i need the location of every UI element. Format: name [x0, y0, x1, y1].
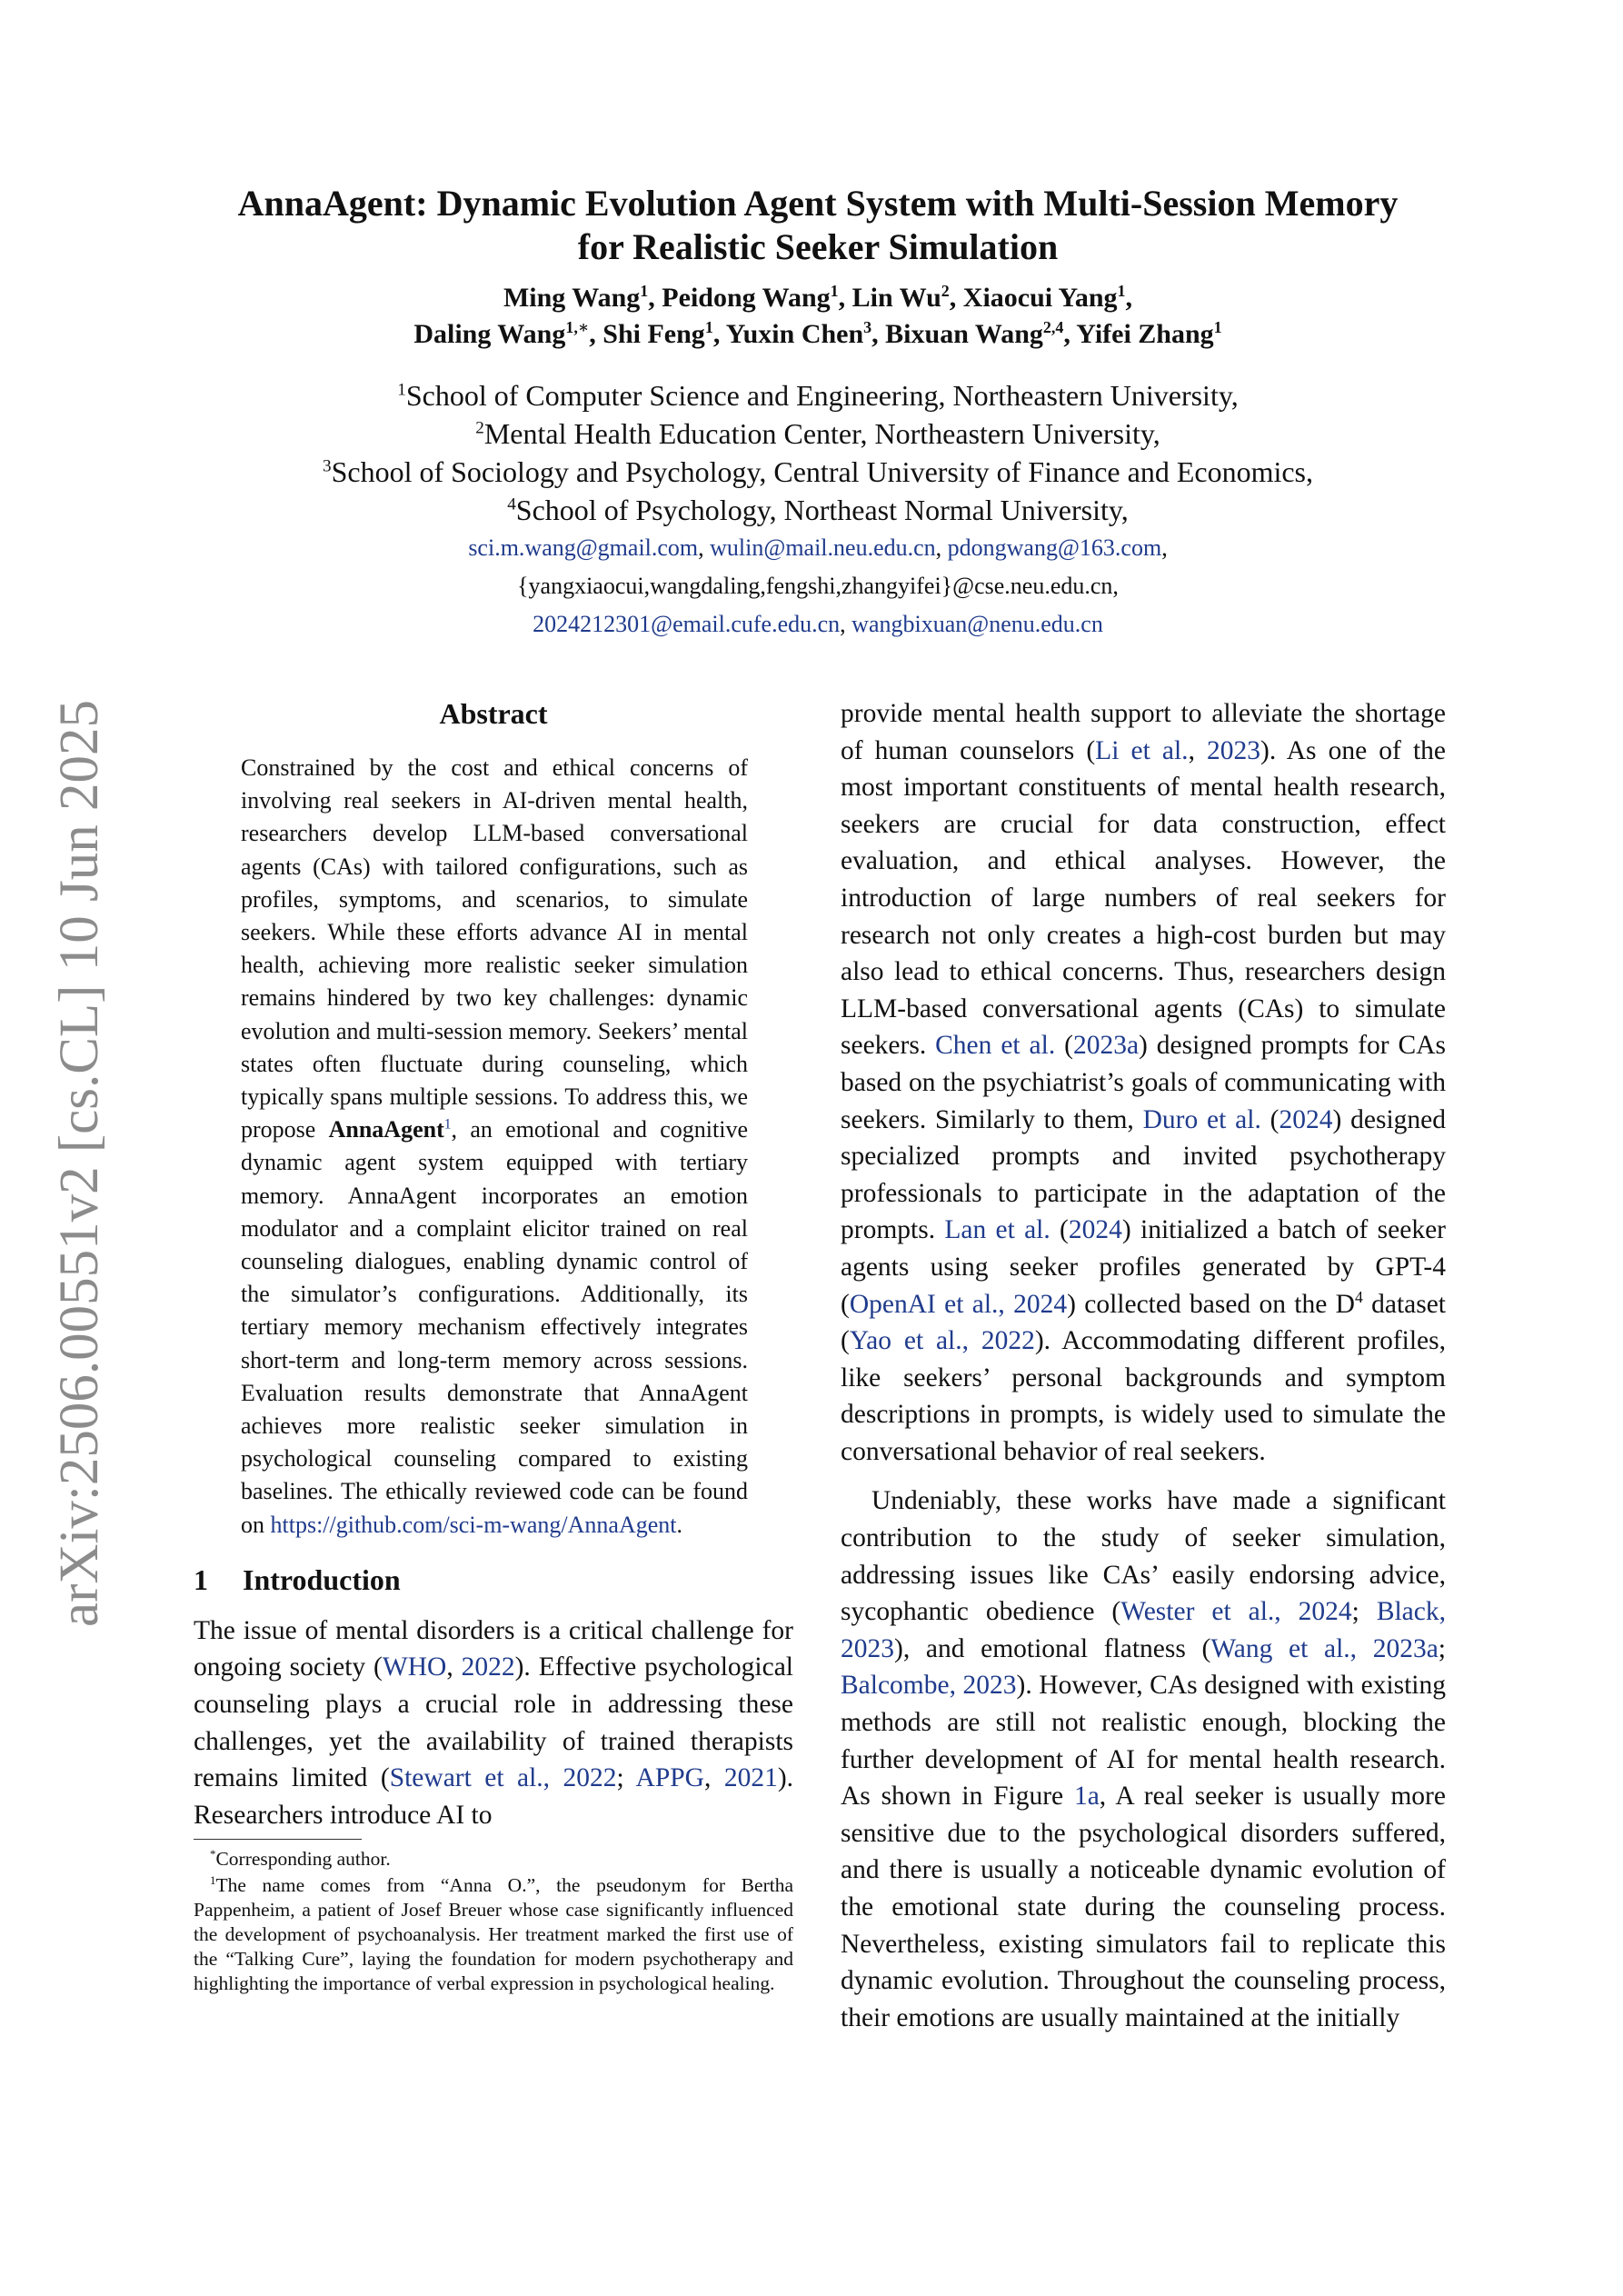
- arxiv-identifier: arXiv:2506.00551v2 [cs.CL] 10 Jun 2025: [49, 700, 110, 1627]
- intro-paragraph: provide mental health support to alleviate the shortage of human counselors (Li et al., 2023). As one of the most important constituents of mental health research, seekers are crucial for data construction, effect evaluation, and ethical analyses. However, the introduction of large numbers of real seekers for research not only creates a high-cost burden but may also lead to ethical concerns. Thus, researchers design LLM-based conversational agents (CAs) to simulate seekers. Chen et al. (2023a) designed prompts for CAs based on the psychiatrist’s goals of communicating with seekers. Similarly to them, Duro et al. (2024) designed specialized prompts and invited psychotherapy professionals to participate in the adaptation of the prompts. Lan et al. (2024) initialized a batch of seeker agents using seeker profiles generated by GPT-4 (OpenAI et al., 2024) collected based on the $D^4$ dataset (Yao et al., 2022). Accommodating different profiles, like seekers’ personal backgrounds and symptom descriptions in prompts, is widely used to simulate the conversational behavior of real seekers.: [841, 699, 1447, 1466]
- author: Shi Feng$^1$: [602, 318, 713, 349]
- intro-paragraph: Undeniably, these works have made a significant contribution to the study of seeker simulation, addressing issues like CAs’ easily endorsing advice, sycophantic obedience (Wester et al., 2024; Black, 2023), and emotional flatness (Wang et al., 2023a; Balcombe, 2023). However, CAs designed with existing methods are still not realistic enough, blocking the further development of AI for mental health research. As shown in Figure 1a, A real seeker is usually more sensitive due to the psychological disorders suffered, and there is usually a noticeable dynamic evolution of the emotional state during the counseling process. Nevertheless, existing simulators fail to replicate this dynamic evolution. Throughout the counseling process, their emotions are usually maintained at the initially: [841, 1486, 1446, 2032]
- footnote-divider: [194, 1839, 362, 1840]
- email-link[interactable]: 2024212301@email.cufe.edu.cn: [533, 611, 841, 637]
- author: Yifei Zhang$^1$: [1076, 318, 1222, 349]
- system-name: AnnaAgent: [328, 1116, 444, 1143]
- email-link[interactable]: sci.m.wang@gmail.com: [468, 534, 699, 561]
- author-list: Ming Wang$^1$, Peidong Wang$^1$, Lin Wu$^2$, Xiaocui Yang$^1$, Daling Wang$^{1,∗}$, Shi Feng$^1$, Yuxin Chen$^3$, Bixuan Wang$^{2,4}$, Yifei Zhang$^1$: [413, 282, 1222, 349]
- citation-link[interactable]: OpenAI et al., 2024: [849, 1289, 1068, 1319]
- citation-link[interactable]: Li et al.: [1095, 735, 1189, 765]
- citation-link[interactable]: 2023a: [1072, 1031, 1140, 1061]
- affiliation: $^2$Mental Health Education Center, Northeastern University,: [475, 417, 1160, 450]
- left-column: [194, 695, 793, 1996]
- citation-link[interactable]: 2022: [461, 1652, 515, 1682]
- citation-link[interactable]: 2024: [1279, 1104, 1333, 1134]
- citation-link[interactable]: Stewart et al., 2022: [389, 1763, 617, 1793]
- footnote-corresponding: *Corresponding author.: [210, 1848, 391, 1871]
- footnote-name-origin: $^1$The name comes from “Anna O.”, the pseudonym for Bertha Pappenheim, a patient of Josef Breuer whose case significantly influenced the development of psychoanalysis. Her treatment marked the first use of the “Talking Cure”, laying the foundation for modern psychotherapy and highlighting the importance of verbal expression in psychological healing.: [194, 1874, 793, 1995]
- citation-link[interactable]: Black, 2023: [841, 1597, 1446, 1663]
- affiliation: $^1$School of Computer Science and Engineering, Northeastern University,: [397, 379, 1239, 412]
- citation-link[interactable]: APPG: [635, 1763, 704, 1793]
- affiliation-list: [182, 376, 1454, 529]
- email-link[interactable]: pdongwang@163.com: [947, 534, 1162, 561]
- section-heading-introduction: 1 Introduction: [194, 1562, 401, 1596]
- footnote-ref[interactable]: 1: [443, 1116, 452, 1133]
- author: Bixuan Wang$^{2,4}$: [885, 318, 1064, 349]
- right-column: [841, 695, 1446, 2036]
- author: Daling Wang$^{1,∗}$: [413, 318, 590, 349]
- paper-header: [182, 182, 1454, 644]
- citation-link[interactable]: Balcombe, 2023: [841, 1671, 1017, 1701]
- abstract-text: Constrained by the cost and ethical concerns of involving real seekers in AI-driven mental health, researchers develop LLM-based conversational agents (CAs) with tailored configurations, such as profiles, symptoms, and scenarios, to simulate seekers. While these efforts advance AI in mental health, achieving more realistic seeker simulation remains hindered by two key challenges: dynamic evolution and multi-session memory. Seekers’ mental states often fluctuate during counseling, which typically spans multiple sessions. To address this, we propose AnnaAgent$^1$, an emotional and cognitive dynamic agent system equipped with tertiary memory. AnnaAgent incorporates an emotion modulator and a complaint elicitor trained on real counseling dialogues, enabling dynamic control of the simulator’s configurations. Additionally, its tertiary memory mechanism effectively integrates short-term and long-term memory across sessions. Evaluation results demonstrate that AnnaAgent achieves more realistic seeker simulation in psychological counseling compared to existing baselines. The ethically reviewed code can be found on https://github.com/sci-m-wang/AnnaAgent.: [241, 754, 748, 1538]
- author: Ming Wang$^1$: [503, 282, 649, 313]
- affiliation: $^3$School of Sociology and Psychology, Central University of Finance and Economics,: [322, 455, 1313, 488]
- author: Yuxin Chen$^3$: [725, 318, 872, 349]
- email-group: {yangxiaocui,wangdaling,fengshi,zhangyifei}@cse.neu.edu.cn,: [517, 573, 1119, 599]
- abstract-heading: Abstract: [439, 697, 548, 730]
- paper-title: [182, 182, 1454, 269]
- title-line-2: for Realistic Seeker Simulation: [577, 226, 1059, 267]
- author: Lin Wu$^2$: [851, 282, 950, 313]
- author: Peidong Wang$^1$: [662, 282, 839, 313]
- citation-link[interactable]: 2021: [723, 1763, 778, 1793]
- citation-link[interactable]: 2024: [1068, 1215, 1122, 1245]
- title-line-1: AnnaAgent: Dynamic Evolution Agent System with Multi-Session Memory: [237, 183, 1399, 224]
- email-link[interactable]: wulin@mail.neu.edu.cn: [710, 534, 936, 561]
- intro-paragraph: The issue of mental disorders is a critical challenge for ongoing society (WHO, 2022). Effective psychological counseling plays a crucial role in addressing these challenges, yet the availability of trained therapists remains limited (Stewart et al., 2022; APPG, 2021). Researchers introduce AI to: [194, 1615, 794, 1830]
- citation-link[interactable]: Yao et al., 2022: [849, 1326, 1035, 1356]
- figure-link[interactable]: 1a: [1073, 1782, 1100, 1812]
- author: Xiaocui Yang$^1$: [962, 282, 1126, 313]
- citation-link[interactable]: Duro et al.: [1142, 1104, 1261, 1134]
- citation-link[interactable]: Wang et al., 2023a: [1210, 1633, 1439, 1663]
- citation-link[interactable]: Wester et al., 2024: [1120, 1597, 1352, 1627]
- email-list: sci.m.wang@gmail.com, wulin@mail.neu.edu.cn, pdongwang@163.com, {yangxiaocui,wangdaling,fengshi,zhangyifei}@cse.neu.edu.cn, 2024212301@email.cufe.edu.cn, wangbixuan@nenu.edu.cn: [182, 529, 1454, 644]
- code-link[interactable]: https://github.com/sci-m-wang/AnnaAgent: [270, 1511, 677, 1538]
- citation-link[interactable]: Chen et al.: [935, 1031, 1056, 1061]
- affiliation: $^4$School of Psychology, Northeast Normal University,: [507, 494, 1129, 526]
- email-link[interactable]: wangbixuan@nenu.edu.cn: [851, 611, 1103, 637]
- citation-link[interactable]: 2023: [1207, 735, 1261, 765]
- citation-link[interactable]: WHO: [382, 1652, 447, 1682]
- citation-link[interactable]: Lan et al.: [944, 1215, 1050, 1245]
